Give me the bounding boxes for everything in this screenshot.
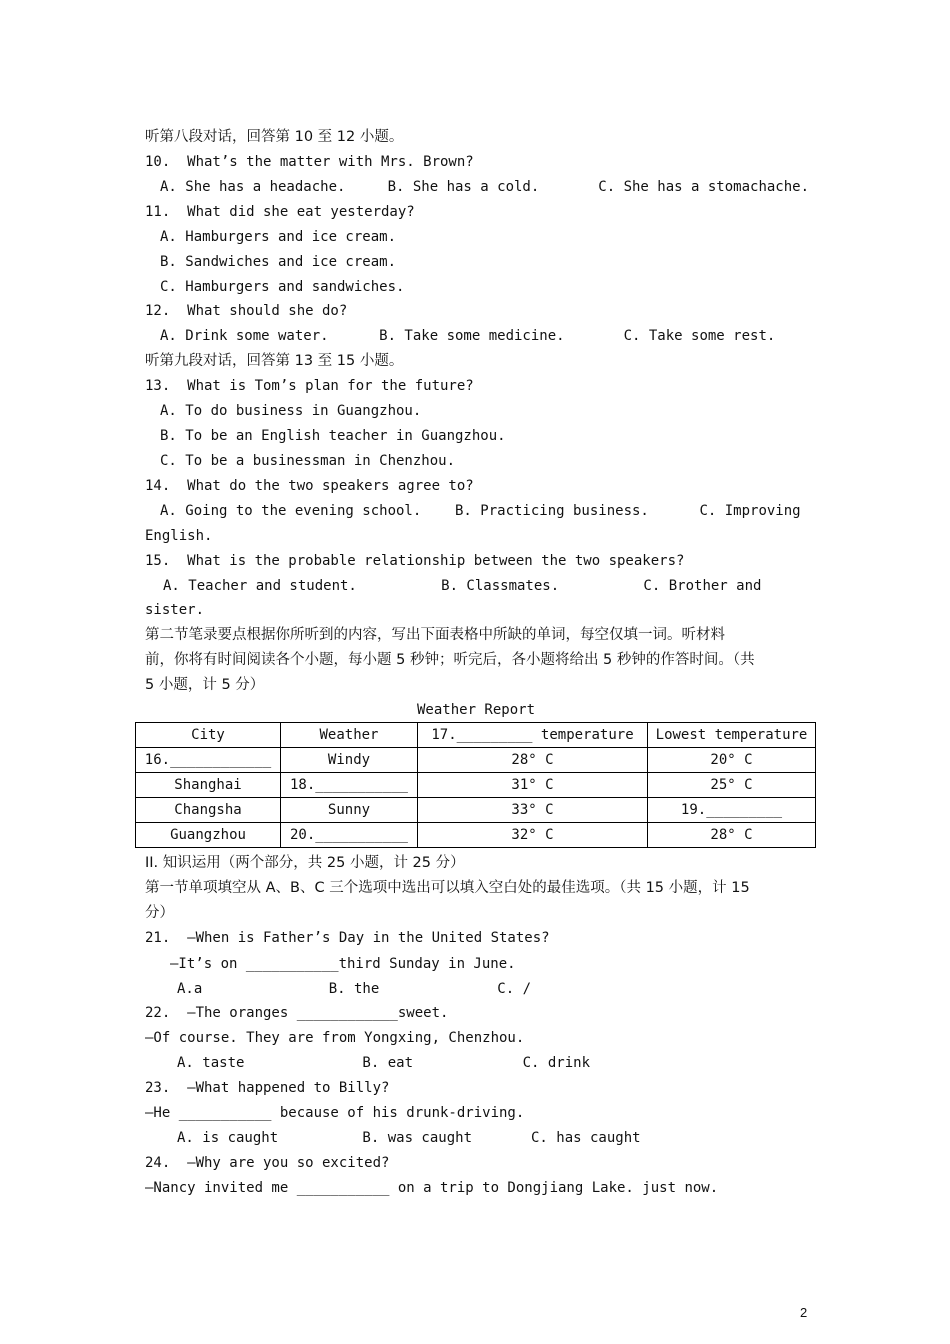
question-11: 11. What did she eat yesterday? <box>145 204 415 220</box>
weather-report-table <box>135 722 816 848</box>
cell-high: 28° C <box>418 748 648 773</box>
weather-table-caption: Weather Report <box>417 702 536 718</box>
cell-low: 28° C <box>648 823 816 848</box>
question-22: 22. —The oranges ____________sweet. <box>145 1005 449 1021</box>
table-row <box>136 773 816 798</box>
header-city: City <box>136 723 281 748</box>
table-header-row <box>136 723 816 748</box>
question-13-option-a: A. To do business in Guangzhou. <box>160 403 422 419</box>
question-13-option-b: B. To be an English teacher in Guangzhou. <box>160 428 506 444</box>
question-13-option-c: C. To be a businessman in Chenzhou. <box>160 453 456 469</box>
question-21-options: A.a B. the C. / <box>177 981 532 997</box>
question-22-options: A. taste B. eat C. drink <box>177 1055 591 1071</box>
question-23-reply: —He ___________ because of his drunk-driving. <box>145 1105 525 1121</box>
question-14: 14. What do the two speakers agree to? <box>145 478 474 494</box>
cell-city: Shanghai <box>136 773 281 798</box>
question-23-options: A. is caught B. was caught C. has caught <box>177 1130 641 1146</box>
cell-low: 20° C <box>648 748 816 773</box>
question-11-option-b: B. Sandwiches and ice cream. <box>160 254 397 270</box>
question-24: 24. —Why are you so excited? <box>145 1155 390 1171</box>
cell-weather: 18.___________ <box>281 773 418 798</box>
question-12-options: A. Drink some water. B. Take some medicine. C. Take some rest. <box>160 328 776 344</box>
question-12: 12. What should she do? <box>145 303 348 319</box>
cell-low: 19._________ <box>648 798 816 823</box>
question-10: 10. What’s the matter with Mrs. Brown? <box>145 154 474 170</box>
question-21-reply: —It’s on ___________third Sunday in June. <box>170 956 516 972</box>
cell-weather: 20.___________ <box>281 823 418 848</box>
part-2-instruction-line-2: 前，你将有时间阅读各个小题，每小题 5 秒钟；听完后，各小题将给出 5 秒钟的作答时间。（共 <box>145 652 755 668</box>
section-8-instruction: 听第八段对话，回答第 10 至 12 小题。 <box>145 129 404 145</box>
header-weather: Weather <box>281 723 418 748</box>
header-highest-temperature: 17._________ temperature <box>418 723 648 748</box>
question-11-option-a: A. Hamburgers and ice cream. <box>160 229 397 245</box>
part-2-instruction-line-1: 第二节笔录要点根据你所听到的内容，写出下面表格中所缺的单词，每空仅填一词。听材料 <box>145 627 725 643</box>
cell-high: 32° C <box>418 823 648 848</box>
single-choice-instruction-line-1: 第一节单项填空从 A、B、C 三个选项中选出可以填入空白处的最佳选项。（共 15 小题，计 15 <box>145 880 750 896</box>
cell-high: 31° C <box>418 773 648 798</box>
cell-city: Changsha <box>136 798 281 823</box>
table-row <box>136 823 816 848</box>
table-row <box>136 748 816 773</box>
cell-high: 33° C <box>418 798 648 823</box>
cell-city: Guangzhou <box>136 823 281 848</box>
question-15: 15. What is the probable relationship between the two speakers? <box>145 553 685 569</box>
part-2-instruction-line-3: 5 小题，计 5 分） <box>145 677 265 693</box>
question-21: 21. —When is Father’s Day in the United States? <box>145 930 550 946</box>
question-11-option-c: C. Hamburgers and sandwiches. <box>160 279 405 295</box>
question-14-options-wrap: English. <box>145 528 213 544</box>
question-15-options-wrap: sister. <box>145 602 205 618</box>
page-number: 2 <box>800 1305 808 1320</box>
header-lowest-temperature: Lowest temperature <box>648 723 816 748</box>
cell-weather: Windy <box>281 748 418 773</box>
question-14-options: A. Going to the evening school. B. Practicing business. C. Improving <box>160 503 801 519</box>
question-15-options: A. Teacher and student. B. Classmates. C. Brother and <box>163 578 762 594</box>
section-9-instruction: 听第九段对话，回答第 13 至 15 小题。 <box>145 353 404 369</box>
part-ii-heading: II. 知识运用（两个部分，共 25 小题，计 25 分） <box>145 855 465 871</box>
cell-low: 25° C <box>648 773 816 798</box>
question-22-reply: —Of course. They are from Yongxing, Chenzhou. <box>145 1030 525 1046</box>
cell-weather: Sunny <box>281 798 418 823</box>
single-choice-instruction-line-2: 分） <box>145 905 174 921</box>
question-10-options: A. She has a headache. B. She has a cold. C. She has a stomachache. <box>160 179 810 195</box>
question-23: 23. —What happened to Billy? <box>145 1080 390 1096</box>
question-24-reply: —Nancy invited me ___________ on a trip to Dongjiang Lake. just now. <box>145 1180 719 1196</box>
question-13: 13. What is Tom’s plan for the future? <box>145 378 474 394</box>
table-row <box>136 798 816 823</box>
cell-city: 16.____________ <box>136 748 281 773</box>
